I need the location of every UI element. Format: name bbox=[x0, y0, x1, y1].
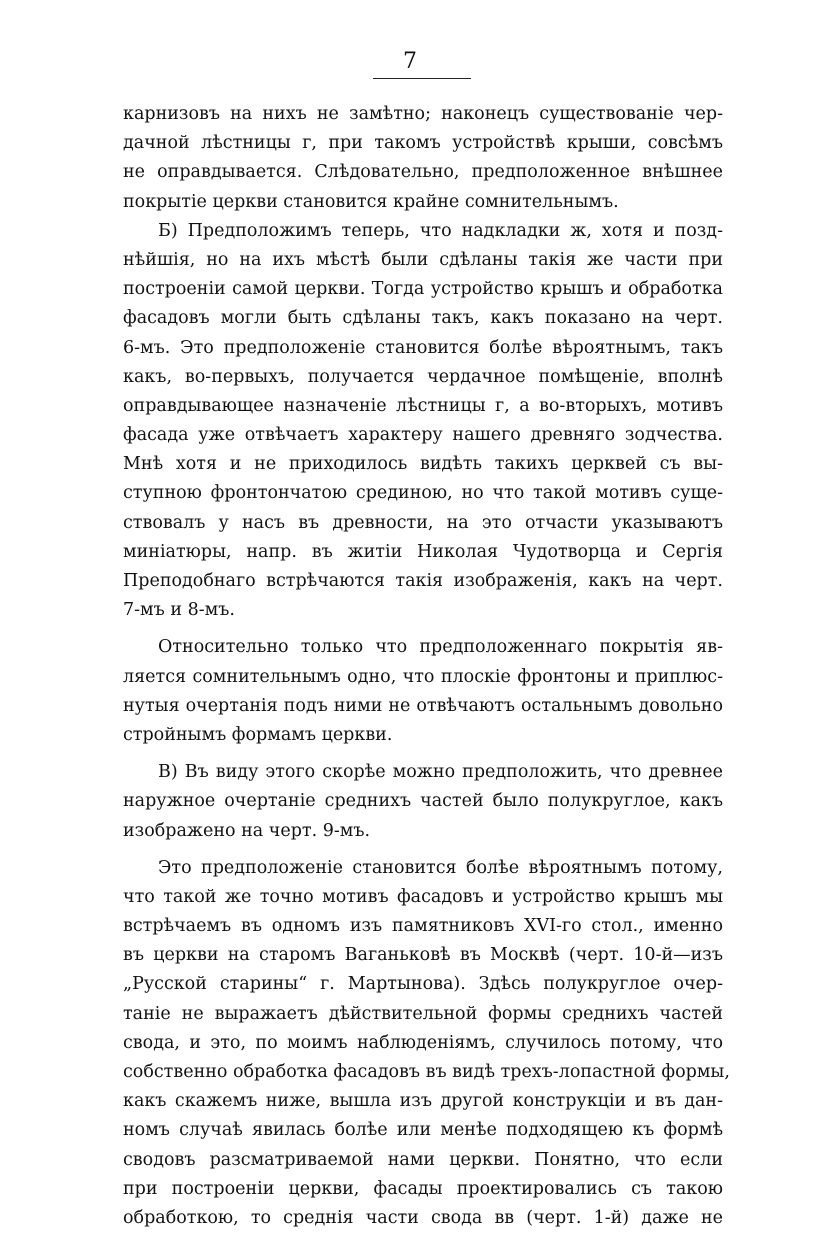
page-number: 7 bbox=[403, 49, 417, 74]
text-line: Это предположеніе становится болѣе вѣроятнымъ потому, bbox=[158, 857, 723, 878]
text-line: миніатюры, напр. въ житіи Николая Чудотворца и Сергія bbox=[123, 541, 723, 562]
text-line: фасадовъ могли быть сдѣланы такъ, какъ показано на черт. bbox=[123, 308, 723, 329]
text-line: ляется сомнительнымъ одно, что плоскіе фронтоны и приплюс- bbox=[123, 666, 723, 687]
page-number-rule bbox=[373, 78, 471, 79]
text-line: таніе не выражаетъ дѣйствительной формы среднихъ частей bbox=[123, 1003, 723, 1024]
text-line: 6-мъ. Это предположеніе становится болѣе вѣроятнымъ, такъ bbox=[123, 337, 723, 358]
paragraph bbox=[123, 854, 730, 1233]
text-line: В) Въ виду этого скорѣе можно предположить, что древнее bbox=[158, 762, 723, 783]
text-line: какъ, во-первыхъ, получается чердачное помѣщеніе, вполнѣ bbox=[123, 366, 723, 387]
text-line: обработкою, то среднія части свода вв (черт. 1-й) даже не bbox=[123, 1207, 723, 1228]
text-line: наружное очертаніе среднихъ частей было полукруглое, какъ bbox=[123, 791, 723, 812]
text-line: что такой же точно мотивъ фасадовъ и устройство крышъ мы bbox=[123, 886, 723, 907]
text-line: нѣйшія, но на ихъ мѣстѣ были сдѣланы такія же части при bbox=[123, 249, 723, 270]
text-line: фасада уже отвѣчаетъ характеру нашего древняго зодчества. bbox=[123, 425, 723, 446]
text-line: Преподобнаго встрѣчаются такія изображенія, какъ на черт. bbox=[123, 571, 723, 591]
text-line: Относительно только что предположеннаго покрытія яв- bbox=[158, 637, 723, 658]
text-line: Б) Предположимъ теперь, что надкладки ж, хотя и позд- bbox=[158, 220, 723, 241]
text-line: сводовъ разсматриваемой нами церкви. Понятно, что если bbox=[123, 1149, 723, 1170]
text-line: собственно обработка фасадовъ въ видѣ трехъ-лопастной формы, bbox=[123, 1062, 730, 1082]
text-line: не оправдывается. Слѣдовательно, предположенное внѣшнее bbox=[123, 162, 723, 183]
text-line: номъ случаѣ явилась болѣе или менѣе подходящею къ формѣ bbox=[123, 1120, 723, 1141]
text-line: оправдывающее назначеніе лѣстницы г, а во-вторыхъ, мотивъ bbox=[123, 395, 723, 416]
paragraph bbox=[123, 100, 723, 217]
text-line: Мнѣ хотя и не приходилось видѣть такихъ церквей съ вы- bbox=[123, 454, 723, 475]
text-line: покрытіе церкви становится крайне сомнительнымъ. bbox=[123, 191, 619, 212]
text-line: какъ скажемъ ниже, вышла изъ другой конструкціи и въ дан- bbox=[123, 1091, 723, 1112]
text-line: стройнымъ формамъ церкви. bbox=[123, 724, 393, 745]
text-line: „Русской старины“ г. Мартынова). Здѣсь полукруглое очер- bbox=[123, 974, 723, 995]
text-line: свода, и это, по моимъ наблюденіямъ, случилось потому, что bbox=[123, 1032, 723, 1053]
text-line: 7-мъ и 8-мъ. bbox=[123, 600, 235, 621]
paragraph bbox=[123, 758, 723, 846]
text-line: при построеніи церкви, фасады проектировались съ такою bbox=[123, 1178, 723, 1199]
text-line: дачной лѣстницы г, при такомъ устройствѣ крыши, совсѣмъ bbox=[123, 133, 723, 154]
text-line: ствовалъ у насъ въ древности, на это отчасти указываютъ bbox=[123, 512, 723, 533]
text-line: карнизовъ на нихъ не замѣтно; наконецъ существованіе чер- bbox=[123, 104, 723, 124]
text-line: нутыя очертанія подъ ними не отвѣчаютъ остальнымъ довольно bbox=[123, 695, 723, 716]
paragraph bbox=[123, 217, 723, 626]
text-line: встрѣчаемъ въ одномъ изъ памятниковъ XVI-го стол., именно bbox=[123, 916, 723, 937]
text-line: построеніи самой церкви. Тогда устройство крышъ и обработка bbox=[123, 279, 723, 300]
text-line: изображено на черт. 9-мъ. bbox=[123, 820, 371, 841]
text-line: ступною фронтончатою срединою, но что такой мотивъ суще- bbox=[123, 483, 723, 504]
body-text bbox=[123, 100, 730, 1233]
text-line: въ церкви на старомъ Ваганьковѣ въ Москвѣ (черт. 10-й—изъ bbox=[123, 945, 723, 966]
paragraph bbox=[123, 633, 723, 750]
